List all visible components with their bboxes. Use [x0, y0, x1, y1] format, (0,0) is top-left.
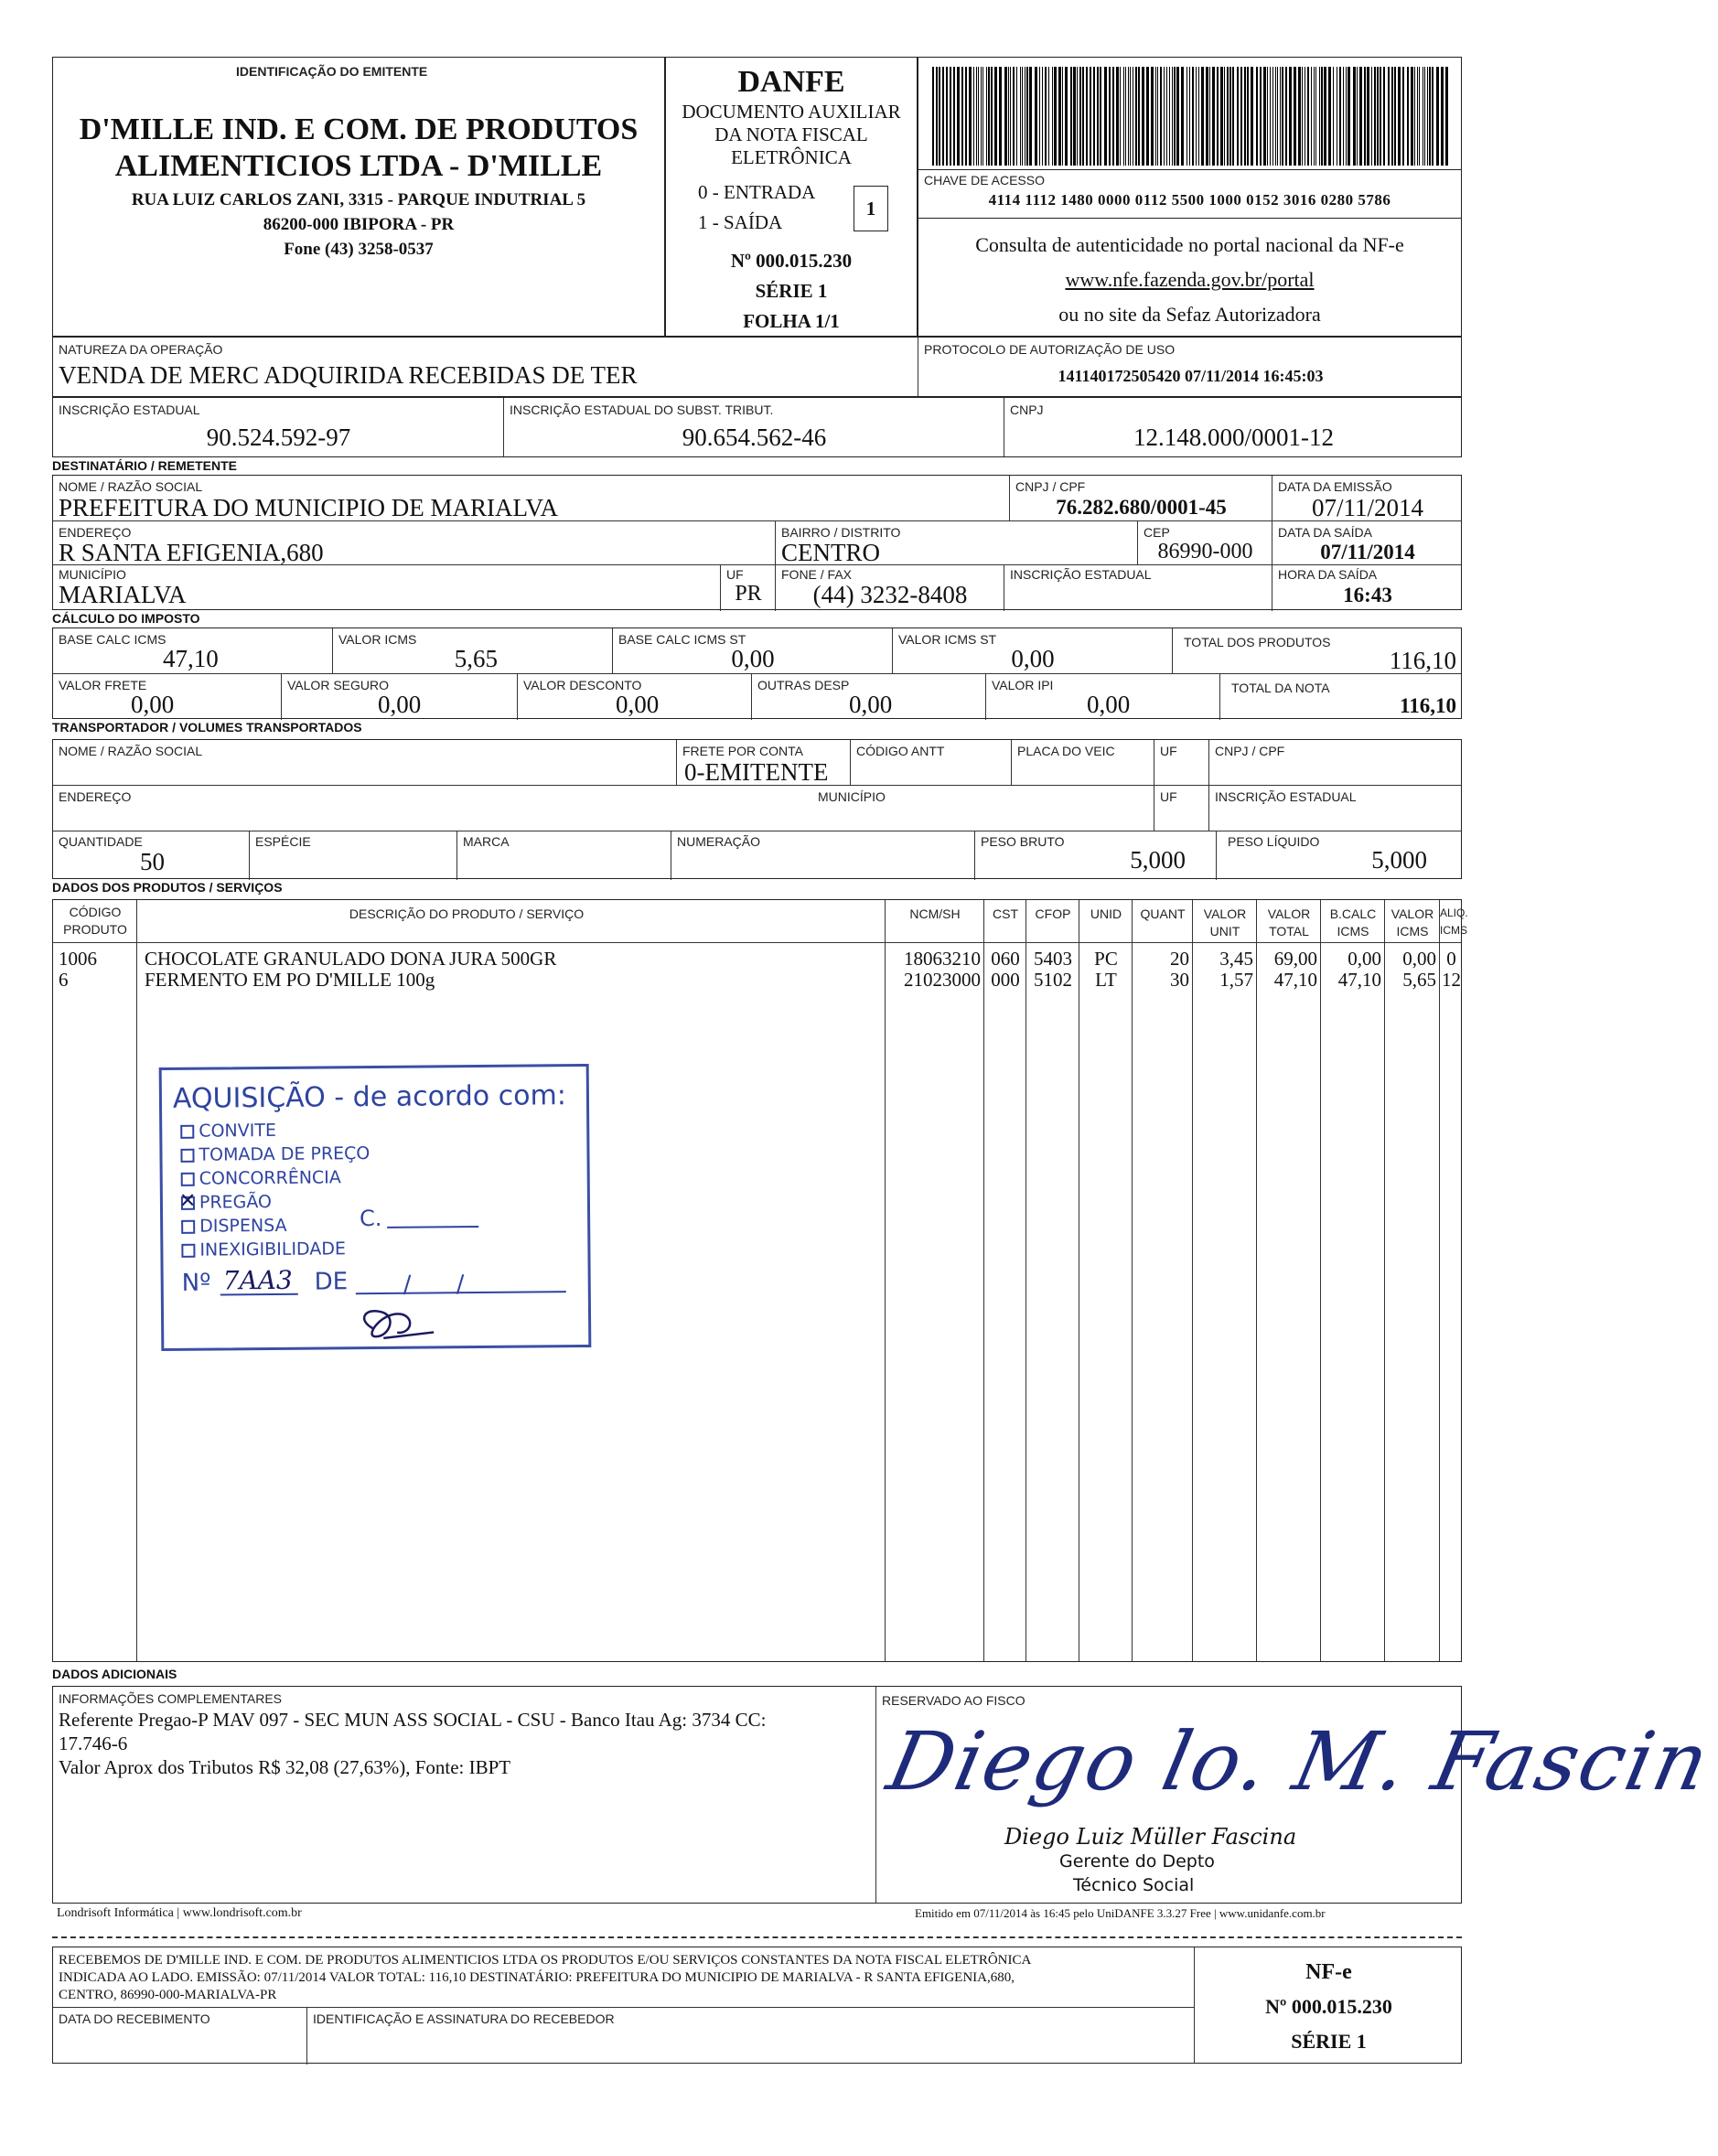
uf-label: UF: [726, 567, 744, 582]
other-expenses-value: 0,00: [849, 691, 893, 718]
col-bc-icms-1: B.CALC: [1329, 906, 1377, 921]
row-bc-icms: 0,00: [1348, 948, 1381, 970]
stamp-number-label: Nº: [181, 1269, 211, 1297]
exit-date-value: 07/11/2014: [1320, 541, 1415, 563]
row-cst: 000: [991, 969, 1020, 991]
row-ncm: 21023000: [904, 969, 981, 991]
recipient-name-value: PREFEITURA DO MUNICIPIO DE MARIALVA: [59, 494, 559, 521]
row-unit-value: 3,45: [1219, 948, 1253, 970]
emitter-box: [52, 57, 665, 337]
recipient-box: [52, 475, 1462, 610]
acquisition-stamp: AQUISIÇÃO - de acordo com: CONVITE TOMADA DE PREÇO CONCORRÊNCIA ✕ PREGÃO DISPENSA C. INEXIGIBILIDADE Nº 7AA3 DE / /: [159, 1064, 592, 1351]
phone-label: FONE / FAX: [781, 567, 853, 582]
row-aliq: 0: [1446, 948, 1456, 970]
stamp-number-handwritten: 7AA3: [222, 1264, 293, 1296]
recipient-address-label: ENDEREÇO: [59, 525, 132, 540]
base-st-value: 0,00: [731, 645, 775, 672]
freight-by-value: 0-EMITENTE: [684, 758, 829, 786]
stamp-opt-convite: CONVITE: [180, 1121, 276, 1142]
transport-section-label: TRANSPORTADOR / VOLUMES TRANSPORTADOS: [52, 720, 362, 735]
recipient-ie-label: INSCRIÇÃO ESTADUAL: [1010, 567, 1152, 582]
row-ncm: 18063210: [904, 948, 981, 970]
freight-by-label: FRETE POR CONTA: [682, 744, 803, 758]
transport-box: [52, 739, 1462, 879]
freight-value-label: VALOR FRETE: [59, 678, 147, 692]
danfe-subtitle-3: ELETRÔNICA: [731, 146, 852, 168]
cnpj-value: 12.148.000/0001-12: [1133, 424, 1334, 451]
info-label: INFORMAÇÕES COMPLEMENTARES: [59, 1691, 282, 1706]
total-products-value: 116,10: [1389, 647, 1456, 674]
row-icms-value: 0,00: [1402, 948, 1436, 970]
cep-label: CEP: [1144, 525, 1170, 540]
check-mark-icon: ✕: [178, 1189, 197, 1213]
row-unid: PC: [1094, 948, 1118, 970]
discount-label: VALOR DESCONTO: [523, 678, 642, 692]
info-line-2: 17.746-6: [59, 1732, 128, 1754]
ie-st-value: 90.654.562-46: [682, 424, 827, 451]
footer-right: Emitido em 07/11/2014 às 16:45 pelo UniDANFE 3.3.27 Free | www.unidanfe.com.br: [915, 1906, 1326, 1920]
row-description: FERMENTO EM PO D'MILLE 100g: [145, 969, 435, 991]
icms-st-value: 0,00: [1011, 645, 1055, 672]
cep-value: 86990-000: [1157, 540, 1253, 563]
access-key-label: CHAVE DE ACESSO: [924, 173, 1046, 188]
carrier-uf2-label: UF: [1160, 789, 1177, 804]
emitter-name-line1: D'MILLE IND. E COM. DE PRODUTOS: [79, 113, 639, 146]
danfe-type-box: 1: [854, 186, 888, 231]
danfe-number: Nº 000.015.230: [730, 250, 853, 272]
volume-qty-label: QUANTIDADE: [59, 834, 143, 849]
col-bc-icms-2: ICMS: [1337, 924, 1369, 939]
col-description: DESCRIÇÃO DO PRODUTO / SERVIÇO: [349, 906, 585, 921]
stamp-title: AQUISIÇÃO - de acordo com:: [172, 1079, 567, 1115]
danfe-box: [665, 57, 918, 337]
nature-value: VENDA DE MERC ADQUIRIDA RECEBIDAS DE TER: [59, 361, 638, 389]
ie-st-label: INSCRIÇÃO ESTADUAL DO SUBST. TRIBUT.: [510, 402, 774, 417]
cnpj-label: CNPJ: [1010, 402, 1044, 417]
receipt-serie: SÉRIE 1: [1291, 2030, 1367, 2053]
col-aliq-2: ICMS: [1440, 924, 1467, 937]
city-label: MUNICÍPIO: [59, 567, 126, 582]
numbering-label: NUMERAÇÃO: [677, 834, 761, 849]
icms-label: VALOR ICMS: [338, 632, 417, 647]
receipt-id-label: IDENTIFICAÇÃO E ASSINATURA DO RECEBEDOR: [313, 2011, 615, 2026]
stamp-de-label: DE: [314, 1268, 349, 1296]
emission-date-value: 07/11/2014: [1311, 494, 1423, 521]
ipi-label: VALOR IPI: [992, 678, 1054, 692]
other-expenses-label: OUTRAS DESP: [757, 678, 850, 692]
col-unid: UNID: [1090, 906, 1122, 921]
receipt-nfe: NF-e: [1305, 1960, 1352, 1984]
base-icms-value: 47,10: [163, 645, 219, 672]
receipt-box: [52, 1947, 1462, 2064]
row-cfop: 5102: [1034, 969, 1072, 991]
row-total-value: 47,10: [1273, 969, 1317, 991]
col-unit-value-1: VALOR: [1203, 906, 1247, 921]
receipt-line-3: CENTRO, 86990-000-MARIALVA-PR: [59, 1988, 277, 2002]
footer-left: Londrisoft Informática | www.londrisoft.com.br: [57, 1906, 302, 1920]
emitter-section-label: IDENTIFICAÇÃO DO EMITENTE: [236, 64, 428, 79]
district-label: BAIRRO / DISTRITO: [781, 525, 901, 540]
barcode: [932, 67, 1449, 166]
receipt-line-1: RECEBEMOS DE D'MILLE IND. E COM. DE PRODUTOS ALIMENTICIOS LTDA OS PRODUTOS E/OU SERVIÇOS CONSTANTES DA NOTA FISCAL ELETRÔNICA: [59, 1953, 1032, 1968]
info-line-1: Referente Pregao-P MAV 097 - SEC MUN ASS SOCIAL - CSU - Banco Itau Ag: 3734 CC:: [59, 1709, 767, 1731]
row-code: 1006: [59, 948, 97, 970]
uf-value: PR: [735, 582, 762, 606]
col-code-1: CÓDIGO: [69, 905, 122, 919]
row-quant: 30: [1170, 969, 1189, 991]
danfe-subtitle-1: DOCUMENTO AUXILIAR: [682, 101, 901, 123]
emitter-address: RUA LUIZ CARLOS ZANI, 3315 - PARQUE INDUTRIAL 5: [131, 190, 586, 209]
base-icms-label: BASE CALC ICMS: [59, 632, 166, 647]
carrier-uf-label: UF: [1160, 744, 1177, 758]
row-quant: 20: [1170, 948, 1189, 970]
ipi-value: 0,00: [1087, 691, 1131, 718]
row-cfop: 5403: [1034, 948, 1072, 970]
tax-section-label: CÁLCULO DO IMPOSTO: [52, 611, 200, 626]
operation-row: [52, 337, 1462, 397]
col-icms-value-1: VALOR: [1391, 906, 1434, 921]
gross-weight-value: 5,000: [1130, 846, 1186, 874]
recipient-cnpj-value: 76.282.680/0001-45: [1056, 496, 1227, 519]
recipient-name-label: NOME / RAZÃO SOCIAL: [59, 479, 203, 494]
danfe-folha: FOLHA 1/1: [743, 310, 840, 332]
row-description: CHOCOLATE GRANULADO DONA JURA 500GR: [145, 948, 557, 970]
receipt-date-label: DATA DO RECEBIMENTO: [59, 2011, 210, 2026]
col-quant: QUANT: [1140, 906, 1186, 921]
col-unit-value-2: UNIT: [1209, 924, 1240, 939]
col-cfop: CFOP: [1035, 906, 1071, 921]
cut-line: [52, 1936, 1462, 1938]
col-total-value-1: VALOR: [1267, 906, 1311, 921]
emitter-phone: Fone (43) 3258-0537: [284, 240, 434, 259]
phone-value: (44) 3232-8408: [812, 581, 968, 608]
exit-time-value: 16:43: [1343, 584, 1392, 606]
recipient-section-label: DESTINATÁRIO / REMETENTE: [52, 458, 237, 473]
species-label: ESPÉCIE: [255, 834, 311, 849]
emitter-name-line2: ALIMENTICIOS LTDA - D'MILLE: [114, 149, 603, 183]
icms-value: 5,65: [454, 645, 498, 672]
row-icms-value: 5,65: [1402, 969, 1436, 991]
protocol-value: 141140172505420 07/11/2014 16:45:03: [1058, 367, 1324, 385]
col-ncm: NCM/SH: [909, 906, 961, 921]
additional-box: [52, 1686, 1718, 1904]
recipient-cnpj-label: CNPJ / CPF: [1015, 479, 1086, 494]
district-value: CENTRO: [781, 539, 880, 566]
brand-label: MARCA: [463, 834, 510, 849]
insurance-value: 0,00: [378, 691, 422, 718]
row-aliq: 12: [1442, 969, 1461, 991]
row-total-value: 69,00: [1273, 948, 1317, 970]
tax-box: [52, 627, 1462, 719]
stamp-c-label: C.: [359, 1205, 382, 1232]
carrier-ie-label: INSCRIÇÃO ESTADUAL: [1215, 789, 1357, 804]
col-total-value-2: TOTAL: [1269, 924, 1309, 939]
carrier-name-label: NOME / RAZÃO SOCIAL: [59, 744, 203, 758]
net-weight-value: 5,000: [1371, 846, 1427, 874]
exit-time-label: HORA DA SAÍDA: [1278, 567, 1378, 582]
row-cst: 060: [991, 948, 1020, 970]
emitter-city: 86200-000 IBIPORA - PR: [263, 215, 455, 234]
consult-line-3: ou no site da Sefaz Autorizadora: [1058, 303, 1321, 326]
carrier-city-label: MUNICÍPIO: [818, 789, 886, 804]
protocol-label: PROTOCOLO DE AUTORIZAÇÃO DE USO: [924, 342, 1176, 357]
col-icms-value-2: ICMS: [1396, 924, 1429, 939]
recipient-address-value: R SANTA EFIGENIA,680: [59, 539, 324, 566]
stamp-opt-inexigibilidade: INEXIGIBILIDADE: [181, 1239, 346, 1260]
exit-date-label: DATA DA SAÍDA: [1278, 525, 1372, 540]
icms-st-label: VALOR ICMS ST: [898, 632, 997, 647]
ie-value: 90.524.592-97: [206, 424, 351, 451]
gross-weight-label: PESO BRUTO: [981, 834, 1065, 849]
consult-url[interactable]: www.nfe.fazenda.gov.br/portal: [1065, 268, 1315, 291]
insurance-label: VALOR SEGURO: [287, 678, 389, 692]
reserved-label: RESERVADO AO FISCO: [882, 1693, 1025, 1708]
handwritten-signature: Diego lo. M. Fascin: [880, 1714, 1718, 1808]
volume-qty-value: 50: [140, 848, 165, 875]
access-key-value: 4114 1112 1480 0000 0112 5500 1000 0152 3016 0280 5786: [988, 191, 1391, 209]
danfe-title: DANFE: [737, 65, 845, 99]
signer-name: Diego Luiz Müller Fascina: [1004, 1824, 1297, 1850]
ie-row: [52, 397, 1462, 457]
access-box: [918, 57, 1462, 337]
col-code-2: PRODUTO: [63, 922, 127, 937]
ie-label: INSCRIÇÃO ESTADUAL: [59, 402, 200, 417]
city-value: MARIALVA: [59, 581, 187, 608]
danfe-serie: SÉRIE 1: [755, 280, 828, 302]
col-aliq-1: ALIQ.: [1440, 906, 1468, 919]
danfe-subtitle-2: DA NOTA FISCAL: [714, 123, 868, 145]
row-code: 6: [59, 969, 69, 991]
signer-role-2: Técnico Social: [1073, 1875, 1195, 1895]
base-st-label: BASE CALC ICMS ST: [618, 632, 746, 647]
carrier-cnpj-label: CNPJ / CPF: [1215, 744, 1285, 758]
total-note-value: 116,10: [1400, 694, 1456, 717]
col-cst: CST: [993, 906, 1018, 921]
plate-label: PLACA DO VEIC: [1017, 744, 1115, 758]
discount-value: 0,00: [616, 691, 660, 718]
stamp-opt-dispensa: DISPENSA: [181, 1216, 287, 1237]
signer-role-1: Gerente do Depto: [1059, 1851, 1215, 1872]
receipt-number: Nº 000.015.230: [1265, 1995, 1392, 2018]
antt-label: CÓDIGO ANTT: [856, 744, 945, 758]
info-line-3: Valor Aprox dos Tributos R$ 32,08 (27,63%), Fonte: IBPT: [59, 1756, 511, 1778]
stamp-initials-signature: [347, 1301, 447, 1346]
net-weight-label: PESO LÍQUIDO: [1228, 834, 1320, 849]
products-section-label: DADOS DOS PRODUTOS / SERVIÇOS: [52, 880, 283, 895]
stamp-opt-pregao: ✕ PREGÃO: [178, 1189, 273, 1213]
carrier-address-label: ENDEREÇO: [59, 789, 132, 804]
total-note-label: TOTAL DA NOTA: [1231, 681, 1330, 695]
stamp-opt-tomada: TOMADA DE PREÇO: [180, 1143, 370, 1165]
additional-section-label: DADOS ADICIONAIS: [52, 1667, 177, 1681]
row-unit-value: 1,57: [1219, 969, 1253, 991]
danfe-entrada: 0 - ENTRADA: [698, 181, 816, 203]
stamp-opt-concorrencia: CONCORRÊNCIA: [181, 1167, 341, 1189]
danfe-saida: 1 - SAÍDA: [698, 211, 783, 233]
consult-line-1: Consulta de autenticidade no portal nacional da NF-e: [975, 233, 1404, 256]
row-bc-icms: 47,10: [1337, 969, 1381, 991]
emission-date-label: DATA DA EMISSÃO: [1278, 479, 1392, 494]
receipt-line-2: INDICADA AO LADO. EMISSÃO: 07/11/2014 VALOR TOTAL: 116,10 DESTINATÁRIO: PREFEITURA DO MUNICIPIO DE MARIALVA - R SANTA EFIGENIA,680,: [59, 1970, 1015, 1985]
nature-label: NATUREZA DA OPERAÇÃO: [59, 342, 223, 357]
freight-value: 0,00: [131, 691, 175, 718]
total-products-label: TOTAL DOS PRODUTOS: [1184, 635, 1331, 649]
row-unid: LT: [1095, 969, 1117, 991]
